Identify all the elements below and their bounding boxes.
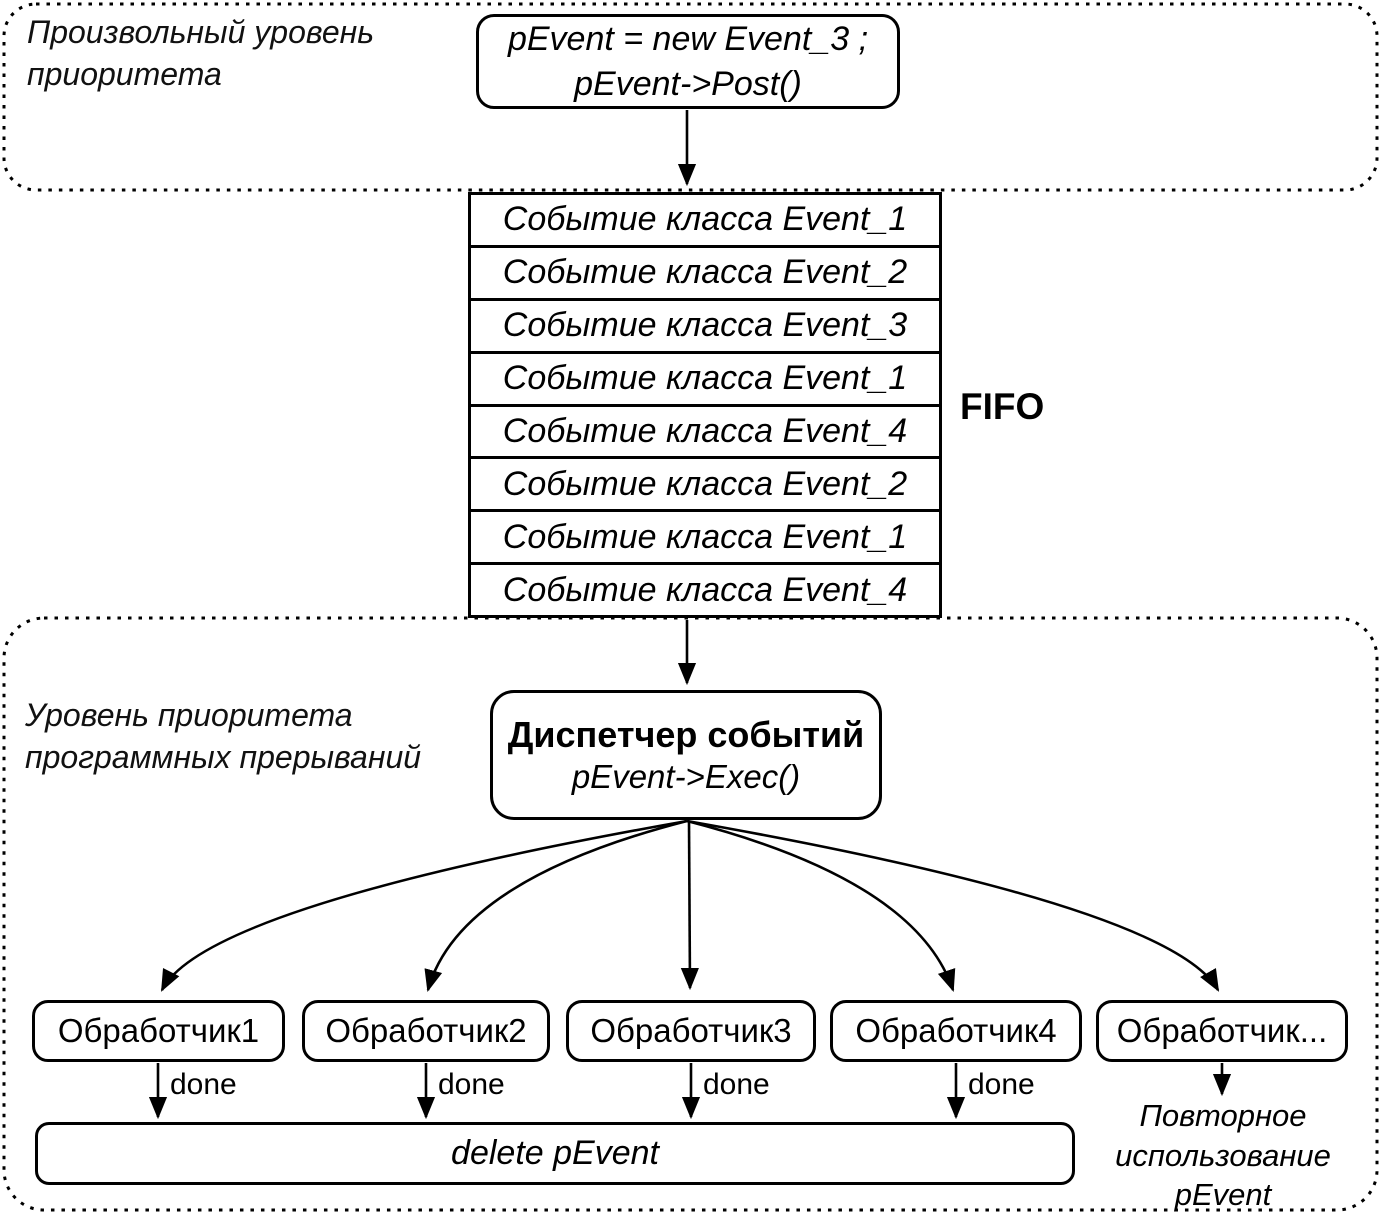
- fifo-row: Событие класса Event_4: [502, 570, 908, 609]
- fifo-label: FIFO: [960, 386, 1045, 427]
- done-label-3: done: [703, 1068, 770, 1101]
- handler1-box: Обработчик1: [32, 1000, 285, 1062]
- post-box-line2: pEvent->Post(): [574, 64, 802, 103]
- post-event-box: [476, 14, 900, 109]
- handler5-box: Обработчик...: [1096, 1000, 1348, 1062]
- reuse-pevent-label: Повторное использование pEvent: [1115, 1098, 1331, 1213]
- delete-pevent-box: delete pEvent: [35, 1122, 1075, 1185]
- done-label-4: done: [968, 1068, 1035, 1101]
- handler4-box: Обработчик4: [830, 1000, 1082, 1062]
- handler2-box: Обработчик2: [302, 1000, 550, 1062]
- handler3-box: Обработчик3: [566, 1000, 816, 1062]
- fifo-row: Событие класса Event_1: [471, 195, 939, 248]
- fifo-row: Событие класса Event_2: [471, 459, 939, 512]
- arrow-dispatcher-to-handler1: [162, 821, 687, 990]
- fifo-row: Событие класса Event_1: [471, 354, 939, 407]
- fifo-row: Событие класса Event_3: [471, 301, 939, 354]
- done-label-2: done: [438, 1068, 505, 1101]
- fifo-row: Событие класса Event_2: [471, 248, 939, 301]
- region-label-arbitrary-priority: Произвольный уровень приоритета: [27, 14, 375, 93]
- post-box-line1: pEvent = new Event_3 ;: [507, 20, 869, 59]
- fifo-row: Событие класса Event_4: [471, 407, 939, 460]
- fifo-queue: [468, 192, 942, 618]
- fifo-row: Событие класса Event_1: [471, 512, 939, 565]
- dispatcher-box: [490, 690, 882, 820]
- arrow-dispatcher-to-handler3: [689, 821, 690, 988]
- done-label-1: done: [170, 1068, 237, 1101]
- dispatcher-title: Диспетчер событий: [507, 713, 865, 755]
- region-label-software-interrupt: Уровень приоритета программных прерываний: [25, 697, 422, 776]
- dispatcher-code: pEvent->Exec(): [571, 757, 801, 795]
